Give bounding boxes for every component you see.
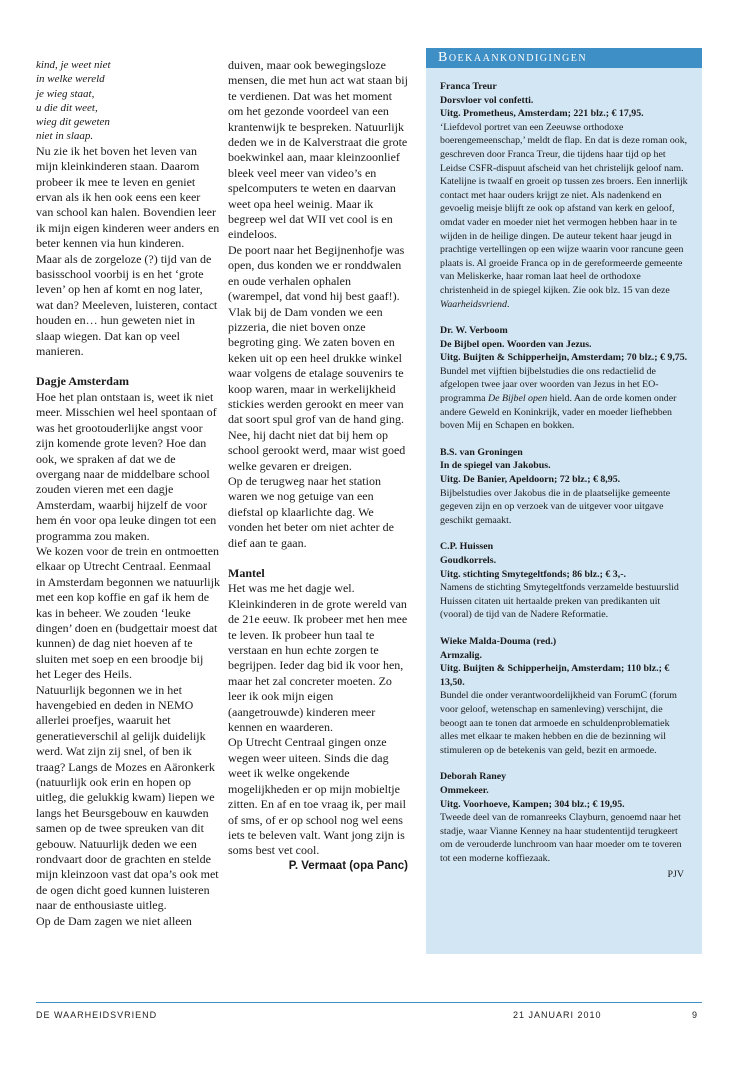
footer-divider xyxy=(36,1002,702,1003)
poem-line: u die dit weet, xyxy=(36,101,98,114)
book-publisher: Uitg. Buijten & Schipperheijn, Amsterdam; 110 blz.; € 13,50. xyxy=(440,663,670,688)
book-title: Ommekeer. xyxy=(440,784,489,796)
paragraph: De poort naar het Begijnenhofje was open, dus konden we er ronddwalen en oude verhalen ophalen (warempel, dat vond hij best gaaf!). Vlak bij de Dam vonden we een pizzeria, die niet boven onze begroting ging. We zaten boven en keken uit op een heel drukke winkel waar volgens de etalage souvenirs te koop waren, maar in werkelijkheid stickies werden gerookt en meer van dat soort spul grof van de hand ging. Nee, hij dacht niet dat bij hem op school gerookt werd, maar wist goed welke gevaren er dreigen. xyxy=(228,242,406,473)
section-heading: Dagje Amsterdam xyxy=(36,374,129,389)
book-announcements-sidebar xyxy=(426,48,702,954)
book-title: Armzalig. xyxy=(440,649,482,661)
book-author: C.P. Huissen xyxy=(440,541,494,553)
article-column-2 xyxy=(228,58,408,874)
announcement xyxy=(440,770,690,865)
book-publisher: Uitg. Voorhoeve, Kampen; 304 blz.; € 19,95. xyxy=(440,798,625,810)
announcement xyxy=(440,80,690,324)
announcement xyxy=(440,446,690,541)
poem-line: kind, je weet niet xyxy=(36,59,111,71)
book-description: ‘Liefdevol portret van een Zeeuwse orthodoxe boerengemeenschap,’ meldt de flap. En dat is deze roman ook, geschreven door Franca Treur, die tijdens haar tijd op het Leidse CSFR-dispuut afscheid van het christelijk geloof nam. Katelijne is twaalf en groeit op tussen zes broers. Een innerlijk contact met haar ouders krijgt ze niet. Als nadenkend en gevoelig meisje blijft ze ook op afstand van kerk en geloof, omdat vader en moeder niet het vermogen hebben haar in te wijden in de heilige dingen. De auteur tekent haar jeugd in prachtige vertellingen op een wijze waarin voor rancune geen plaats is. Al groeide Franca op in de gereformeerde gemeente van Meliskerke, haar roman laat heel de orthodoxe christenheid in de spiegel kijken. Zie ook blz. 15 van deze Waarheidsvriend. xyxy=(440,121,688,310)
poem xyxy=(36,58,220,144)
book-author: Wieke Malda-Douma (red.) xyxy=(440,635,557,647)
sidebar-title: Boekaankondigingen xyxy=(426,48,702,68)
footer-date: 21 JANUARI 2010 xyxy=(513,1010,602,1020)
reviewer-signature: PJV xyxy=(667,869,684,881)
announcement xyxy=(440,324,690,446)
book-title: De Bijbel open. Woorden van Jezus. xyxy=(440,338,592,350)
announcement xyxy=(440,635,690,770)
paragraph: Op de terugweg naar het station waren we nog getuige van een diefstal op klaarlichte dag. We vonden het beter om niet achter de dief aan te gaan. xyxy=(228,473,394,550)
paragraph: Natuurlijk begonnen we in het havengebied en deden in NEMO allerlei proefjes, waaruit het generatieverschil al gelijk duidelijk werd. Wat zijn zij snel, of ben ik traag? Langs de Mozes en Aäronkerk (natuurlijk ook erin en hopen op uitleg, die gelukkig kwam) liepen we langs het Beursgebouw en kauwden samen op de twee spreuken van dit gebouw. Natuurlijk deden we een rondvaart door de grachten en stelde mijn kleinzoon vast dat opa’s ook met de ogen dicht goed kunnen luisteren naar de enthousiaste uitleg. xyxy=(36,682,219,913)
paragraph: Het was me het dagje wel. Kleinkinderen in de grote wereld van de 21e eeuw. Ik probeer met hen mee te leven. Ik probeer hun taal te verstaan en hun echte zorgen te begrijpen. Ieder dag bid ik voor hen, maar het zal concreter moeten. Zo leer ik ook mijn eigen (aangetrouwde) kinderen meer kennen en waarderen. xyxy=(228,581,408,735)
book-title: Dorsvloer vol confetti. xyxy=(440,94,534,106)
book-description: Bundel die onder verantwoordelijkheid van ForumC (forum voor geloof, wetenschap en samenleving) verschijnt, die beoogt aan te tonen dat armoede en schuldenproblematiek alles met elkaar te maken hebben en die de bezinning wil stimuleren op de betekenis van geld, bezit en armoede. xyxy=(440,690,677,756)
book-title: In de spiegel van Jakobus. xyxy=(440,460,551,472)
paragraph: We kozen voor de trein en ontmoetten elkaar op Utrecht Centraal. Eenmaal in Amsterdam begonnen we natuurlijk met een kop koffie en gaf ik hem de kas in beheer. We zouden ‘leuke dingen’ doen en (budgettair moest dat kunnen) de dag niet hoeven af te sluiten met soep en een broodje bij het Leger des Heils. xyxy=(36,543,220,682)
announcement xyxy=(440,540,690,635)
paragraph: Op Utrecht Centraal gingen onze wegen weer uiteen. Sinds die dag weet ik welke ongekende mogelijkheden er op mijn mobieltje zitten. En af en toe vraag ik, per mail of sms, of er op school nog wel eens iets te beleven valt. Want jong zijn is soms best vet cool. xyxy=(228,735,406,858)
paragraph: Nu zie ik het boven het leven van mijn kleinkinderen staan. Daarom probeer ik mee te leven en geniet ervan als ik hen ook eens een keer van school kan halen. Bovendien leer ik mijn eigen kinderen weer anders en beter kennen via hun kinderen. xyxy=(36,143,220,251)
book-description: Bundel met vijftien bijbelstudies die ons redactielid de afgelopen twee jaar over woorden van Jezus in het EO-programma De Bijbel open hield. Aan de orde komen onder andere Geweld en Koninkrijk, vader en moeder liefhebben boven Mij en Schapen en bokken. xyxy=(440,365,677,432)
book-publisher: Uitg. De Banier, Apeldoorn; 72 blz.; € 8,95. xyxy=(440,474,621,486)
book-title: Goudkorrels. xyxy=(440,555,497,566)
book-author: B.S. van Groningen xyxy=(440,446,523,458)
poem-line: niet in slaap. xyxy=(36,130,94,143)
poem-line: in welke wereld xyxy=(36,73,105,86)
book-author: Franca Treur xyxy=(440,81,497,92)
article-signature: P. Vermaat (opa Panc) xyxy=(288,859,408,872)
poem-line: wieg dit geweten xyxy=(36,116,110,129)
book-publisher: Uitg. Buijten & Schipperheijn, Amsterdam; 70 blz.; € 9,75. xyxy=(440,352,688,364)
book-author: Dr. W. Verboom xyxy=(440,325,508,337)
book-description: Tweede deel van de romanreeks Clayburn, genoemd naar het stadje, waar Vianne Kenney na haar studententijd terugkeert om de verouderde lunchroom van haar moeder om te toveren tot een moderne koffiezaak. xyxy=(440,812,682,864)
book-description: Bijbelstudies over Jakobus die in de plaatselijke gemeente gegeven zijn en op verzoek van de uitgever voor uitgave geschikt gemaakt. xyxy=(440,487,671,526)
poem-line: je wieg staat, xyxy=(36,87,95,100)
book-author: Deborah Raney xyxy=(440,771,507,783)
article-column-1 xyxy=(36,58,220,929)
paragraph: Op de Dam zagen we niet alleen xyxy=(36,913,192,928)
section-heading: Mantel xyxy=(228,566,265,580)
paragraph: duiven, maar ook bewegingsloze mensen, die met hun act wat staan bij te verdienen. Dat was het moment om het gezonde voordeel van een krantenwijk te bespreken. Natuurlijk deden we in de Kalverstraat die grote boekwinkel aan, maar kleinzoonlief bleek veel meer van video’s en spelcomputers te weten en daarvan weet opa heel weinig. Maar ik begreep wel dat WII vet cool is en eindeloos. xyxy=(228,58,408,242)
book-description: Namens de stichting Smytegeltfonds verzamelde bestuurslid Huissen citaten uit hertaalde preken van predikanten uit (vooral) de tijd van de Nadere Reformatie. xyxy=(440,582,679,621)
footer-magazine-name: DE WAARHEIDSVRIEND xyxy=(36,1010,158,1020)
book-publisher: Uitg. Prometheus, Amsterdam; 221 blz.; € 17,95. xyxy=(440,108,644,120)
paragraph: Maar als de zorgeloze (?) tijd van de basisschool voorbij is en het ‘grote leven’ op hen af komt en nog later, wat dan? Meeleven, luisteren, contact houden en… hun geweten niet in slaap wiegen. Dat kan op veel manieren. xyxy=(36,251,218,359)
paragraph: Hoe het plan ontstaan is, weet ik niet meer. Misschien wel heel spontaan of was het grootouderlijke angst voor zijn komende grote leven? Hoe dan ook, we spraken af dat we de overgang naar de middelbare school zouden vieren met een dagje Amsterdam, waarbij hijzelf de voor hem én voor opa leuke dingen tot een programma zou maken. xyxy=(36,389,217,543)
page-number: 9 xyxy=(692,1010,699,1020)
book-publisher: Uitg. stichting Smytegeltfonds; 86 blz.; € 3,-. xyxy=(440,568,626,580)
